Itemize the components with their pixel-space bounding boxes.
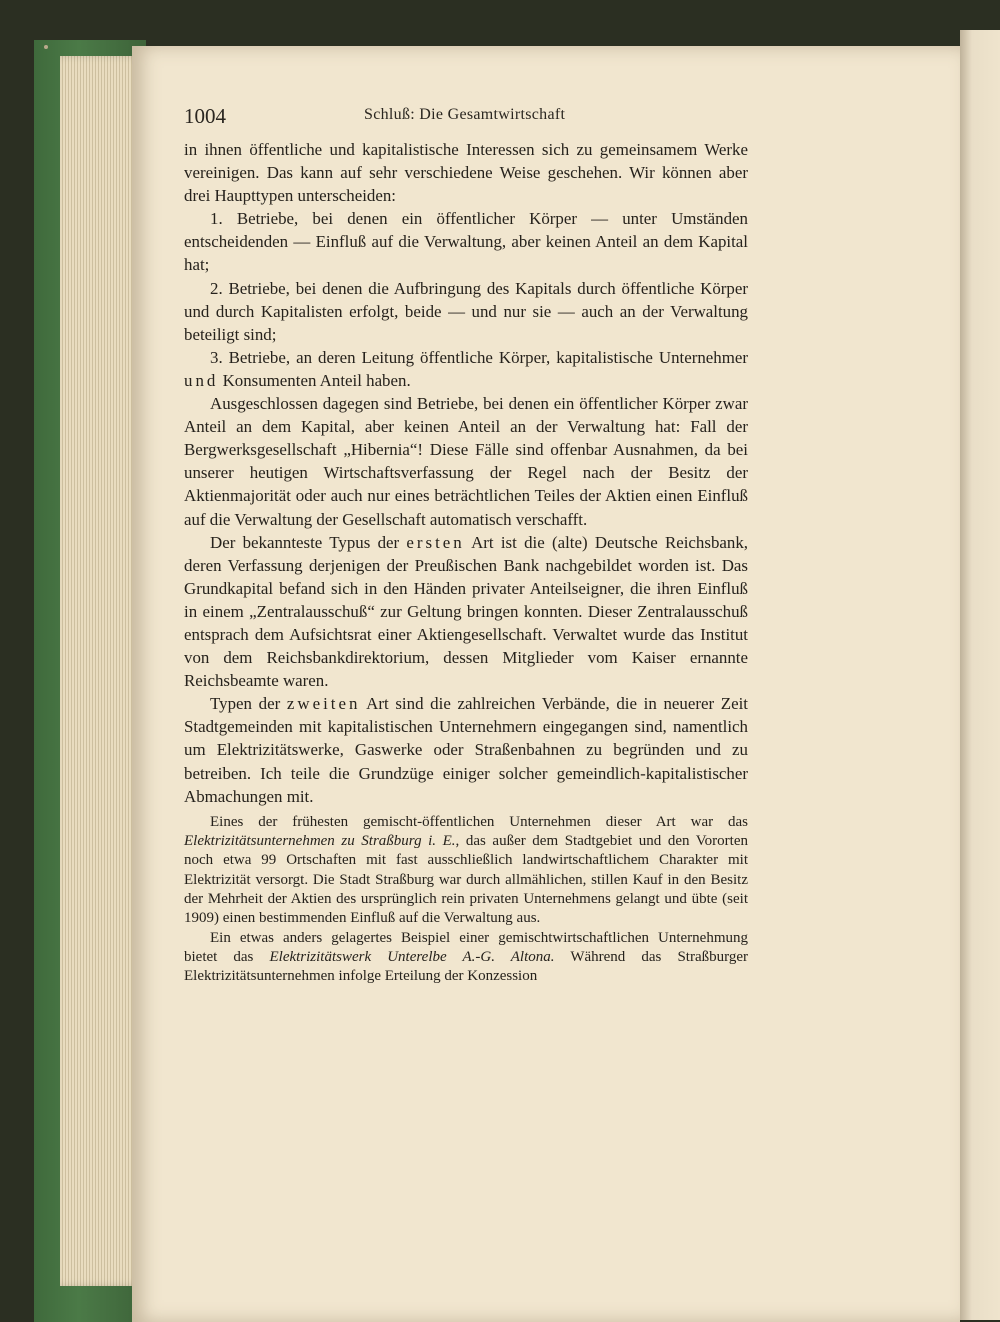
page-header	[184, 104, 744, 132]
paragraph-type-1: 1. Betriebe, bei denen ein öffentlicher Körper — unter Umständen entscheidenden — Einfluß auf die Verwaltung, aber keinen Anteil an dem Kapital hat;	[184, 209, 748, 275]
small-paragraph-altona-text-a: Ein etwas anders gelagertes Beispiel einer gemischtwirtschaftlichen Unternehmung bietet das	[184, 929, 748, 965]
paragraph-first-type-text-a: Der bekannteste Typus der	[210, 532, 407, 552]
small-paragraph-altona-text-b: Während das Straßburger Elektrizitätsunternehmen infolge Erteilung der Konzession	[184, 948, 748, 985]
small-paragraph-strassburg-em: Elektrizitätsunternehmen zu Straßburg i. E.	[184, 833, 456, 850]
paragraph-type-3-text-a: 3. Betriebe, an deren Leitung öffentliche Körper, kapitalistische Unternehmer	[210, 347, 748, 367]
small-paragraph-altona-em: Elektrizitätswerk Unterelbe A.-G. Altona.	[269, 948, 555, 965]
paragraph-excluded: Ausgeschlossen dagegen sind Betriebe, bei denen ein öffentlicher Körper zwar Anteil an dem Kapital, aber keinen Anteil an der Verwaltung hat: Fall der Bergwerksgesellschaft „Hibernia“! Diese Fälle sind offenbar Ausnahmen, da bei unserer heutigen Wirtschaftsverfassung der Regel nach der Besitz der Aktienmajorität oder auch nur eines beträchtlichen Teiles der Aktien einen Einfluß auf die Verwaltung der Gesellschaft automatisch verschafft.	[184, 394, 748, 529]
text-block	[184, 138, 748, 986]
running-head: Schluß: Die Gesamtwirtschaft	[364, 106, 566, 123]
small-paragraph-altona	[184, 929, 748, 987]
page-edges	[60, 56, 142, 1286]
paragraph-second-type	[184, 692, 748, 807]
page-mark	[44, 45, 48, 49]
paragraph-second-type-text-a: Typen der	[210, 694, 287, 714]
paragraph-type-3-spaced: und	[184, 370, 219, 390]
next-page-edge	[960, 30, 1000, 1320]
small-paragraph-strassburg	[184, 813, 748, 929]
paragraph-second-type-text-b: Art sind die zahlreichen Verbände, die in neuerer Zeit Stadtgemeinden mit kapitalistischen Unternehmern eingegangen sind, namentlich um Elektrizitätswerke, Gaswerke oder Straßenbahnen zu begründen und zu betreiben. Ich teile die Grundzüge einiger solcher gemeindlich-kapitalistischer Abmachungen mit.	[184, 694, 748, 806]
paragraph-first-type	[184, 531, 748, 693]
paragraph-second-type-spaced: zweiten	[286, 694, 361, 714]
small-paragraph-strassburg-text-b: , das außer dem Stadtgebiet und den Vororten noch etwa 99 Ortschaften mit fast ausschließlich landwirtschaftlichem Charakter mit Elektrizität versorgt. Die Stadt Straßburg war durch allmählichen, stillen Kauf in den Besitz der Mehrheit der Aktien des ursprünglich rein privaten Unternehmens gelangt und übte (seit 1909) einen bestimmenden Einfluß auf die Verwaltung aus.	[184, 833, 749, 927]
paragraph-type-3-text-b: Konsumenten Anteil haben.	[218, 370, 411, 390]
paragraph-first-type-spaced: ersten	[406, 532, 465, 552]
page-number: 1004	[184, 104, 226, 128]
paragraph-type-3	[184, 346, 748, 392]
paragraph-1: in ihnen öffentliche und kapitalistische Interessen sich zu gemeinsamem Werke vereinigen. Das kann auf sehr verschiedene Weise geschehen. Wir können aber drei Haupttypen unterscheiden:	[184, 140, 748, 206]
paragraph-first-type-text-b: Art ist die (alte) Deutsche Reichsbank, deren Verfassung derjenigen der Preußischen Bank nachgebildet worden ist. Das Grundkapital befand sich in den Händen privater Anteilseigner, die ihren Einfluß in einem „Zentralausschuß“ zur Geltung bringen konnten. Dieser Zentralausschuß entsprach dem Aufsichtsrat einer Aktiengesellschaft. Verwaltet wurde das Institut von dem Reichsbankdirektorium, dessen Mitglieder vom Kaiser ernannte Reichsbeamte waren.	[184, 532, 748, 691]
small-paragraph-strassburg-text-a: Eines der frühesten gemischt-öffentlichen Unternehmen dieser Art war das	[210, 813, 748, 830]
paragraph-type-2: 2. Betriebe, bei denen die Aufbringung des Kapitals durch öffentliche Körper und durch Kapitalisten erfolgt, beide — und nur sie — auch an der Verwaltung beteiligt sind;	[184, 278, 748, 344]
